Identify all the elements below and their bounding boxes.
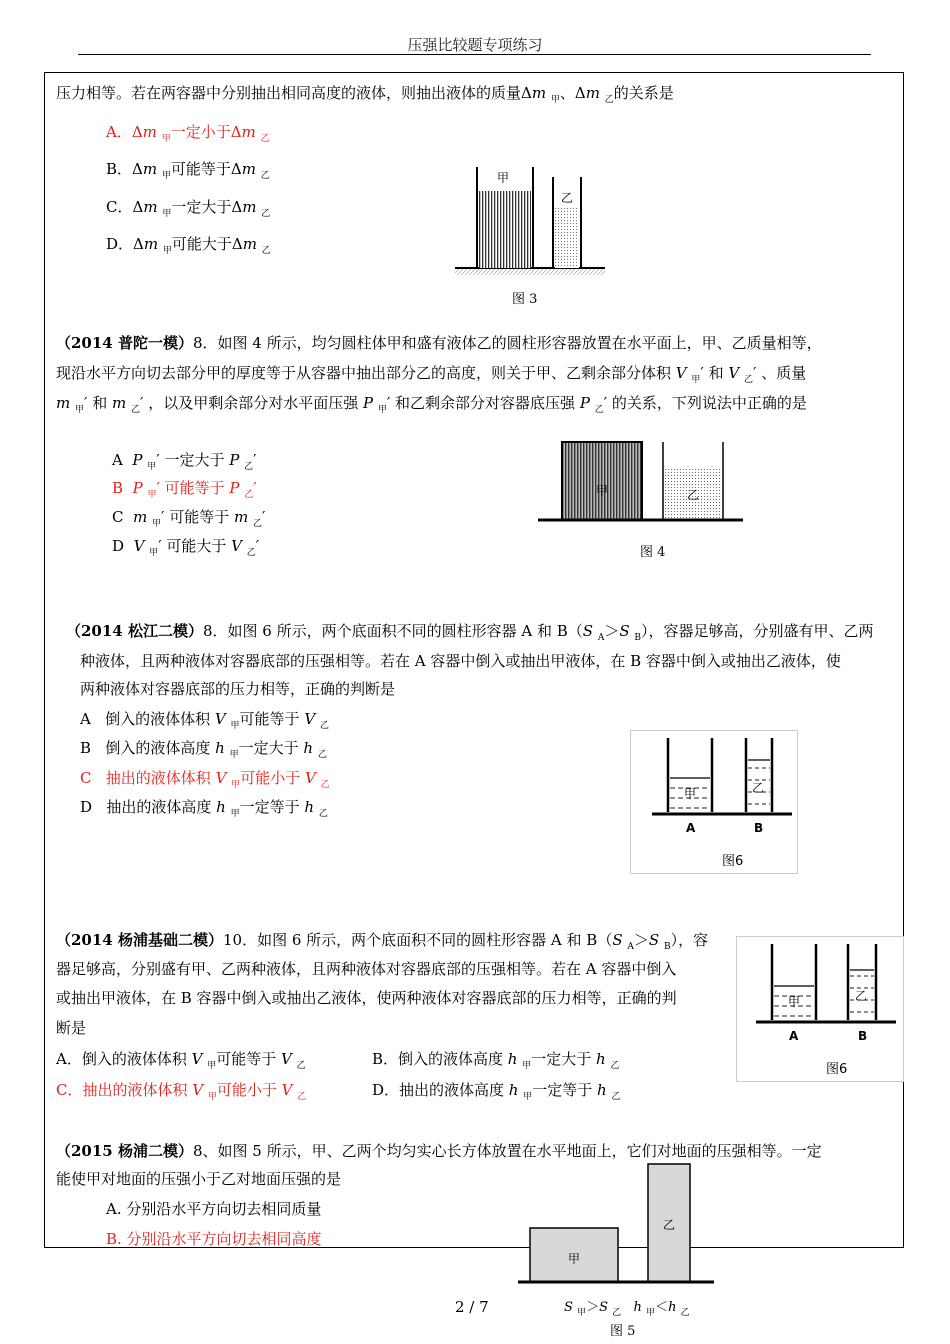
q2-stem-line2: 现沿水平方向切去部分甲的厚度等于从容器中抽出部分乙的高度，则关于甲、乙剩余部分体积 V $_甲$′ 和 V $_乙$′ 、质量 [56,364,807,385]
q4-fig-label-jia: 甲 [788,995,801,1009]
page-header-title: 压强比较题专项练习 [407,36,543,54]
q4-stem-line4: 断是 [56,1019,87,1037]
q2-option-d[interactable]: D V $_甲$′ 可能大于 V $_乙$′ [112,537,260,558]
figure-6-q3 [630,730,798,874]
q1-stem: 压力相等。若在两容器中分别抽出相同高度的液体，则抽出液体的质量Δm $_甲$、Δm $_乙$的关系是 [56,84,674,105]
q3-fig-label-jia: 甲 [684,787,697,801]
page-number: 2 / 7 [455,1298,489,1316]
q4-source: （2014 杨浦基础二模） [56,931,223,949]
q4-option-d[interactable]: D．抽出的液体高度 h $_甲$一定等于 h $_乙$ [372,1081,621,1102]
header-divider [78,54,871,55]
q1-option-c[interactable]: C．Δm $_甲$一定大于Δm $_乙$ [106,198,271,219]
q1-container-a-liquid [479,191,531,268]
q5-stem-line2: 能使甲对地面的压强小于乙对地面压强的是 [56,1170,342,1188]
q2-option-c[interactable]: C m $_甲$′ 可能等于 m $_乙$′ [112,508,266,529]
q5-option-b[interactable]: B. 分别沿水平方向切去相同高度 [106,1230,322,1248]
figure-5 [518,1160,714,1290]
q4-fig-label-b: B [858,1029,868,1043]
q4-option-b[interactable]: B．倒入的液体高度 h $_甲$一定大于 h $_乙$ [372,1050,620,1071]
q3-option-a[interactable]: A 倒入的液体体积 V $_甲$可能等于 V $_乙$ [80,710,329,731]
figure-3-caption: 图 3 [512,292,538,307]
figure-4 [538,438,743,530]
q4-stem-line2: 器足够高，分别盛有甲、乙两种液体，且两种液体对容器底部的压强相等。若在 A 容器中倒入 [56,960,677,978]
q3-option-d[interactable]: D 抽出的液体高度 h $_甲$一定等于 h $_乙$ [80,798,328,819]
q3-source: （2014 松江二模） [66,622,203,640]
q5-figure-relation: S $_甲$＞S $_乙$ h $_甲$＜h $_乙$ [564,1300,690,1318]
figure-5-caption: 图 5 [610,1324,636,1339]
q4-fig-label-yi: 乙 [855,989,868,1003]
q1-option-d[interactable]: D．Δm $_甲$可能大于Δm $_乙$ [106,235,271,256]
q3-option-c[interactable]: C 抽出的液体体积 V $_甲$可能小于 V $_乙$ [80,769,330,790]
q1-container-b-liquid [555,207,579,268]
figure-3 [455,165,605,280]
q1-option-b[interactable]: B．Δm $_甲$可能等于Δm $_乙$ [106,160,270,181]
q3-fig-label-yi: 乙 [752,781,765,795]
q2-source: （2014 普陀一模） [56,334,193,352]
q1-option-a[interactable]: A．Δm $_甲$一定小于Δm $_乙$ [106,123,270,144]
q3-fig-caption: 图6 [722,854,744,869]
q1-fig-label-yi: 乙 [561,191,574,205]
q5-stem-line1: （2015 杨浦二模）8、如图 5 所示，甲、乙两个均匀实心长方体放置在水平地面上，它们对地面的压强相等。一定 [56,1142,822,1160]
q2-stem-line1: （2014 普陀一模）8．如图 4 所示，均匀圆柱体甲和盛有液体乙的圆柱形容器放置在水平面上，甲、乙质量相等， [56,334,822,352]
q3-stem-line2: 种液体，且两种液体对容器底部的压强相等。若在 A 容器中倒入或抽出甲液体，在 B 容器中倒入或抽出乙液体，使 [80,652,841,670]
q3-fig-label-b: B [754,821,764,835]
q1-fig-label-jia: 甲 [497,171,510,185]
q4-option-a[interactable]: A．倒入的液体体积 V $_甲$可能等于 V $_乙$ [56,1050,306,1071]
q3-stem-line3: 两种液体对容器底部的压力相等，正确的判断是 [80,680,396,698]
q4-stem-line3: 或抽出甲液体，在 B 容器中倒入或抽出乙液体，使两种液体对容器底部的压力相等，正确的判 [56,989,677,1007]
q3-stem-line1: （2014 松江二模）8．如图 6 所示，两个底面积不同的圆柱形容器 A 和 B（S $_A$＞S $_B$），容器足够高，分别盛有甲、乙两 [66,622,874,643]
q2-option-b[interactable]: B P $_甲$′ 可能等于 P $_乙$′ [112,479,257,500]
q2-option-a[interactable]: A P $_甲$′ 一定大于 P $_乙$′ [112,451,257,472]
q5-fig-label-yi: 乙 [663,1218,676,1232]
q3-fig-label-a: A [686,821,696,835]
q4-option-c[interactable]: C．抽出的液体体积 V $_甲$可能小于 V $_乙$ [56,1081,307,1102]
q5-source: （2015 杨浦二模） [56,1142,193,1160]
figure-4-caption: 图 4 [640,545,666,560]
q4-fig-label-a: A [789,1029,799,1043]
figure-6-q4 [736,936,904,1082]
q4-stem-line1: （2014 杨浦基础二模）10．如图 6 所示，两个底面积不同的圆柱形容器 A 和 B（S $_A$＞S $_B$），容 [56,931,709,952]
q4-fig-caption: 图6 [826,1062,848,1077]
q5-fig-label-jia: 甲 [568,1252,581,1266]
q5-option-a[interactable]: A. 分别沿水平方向切去相同质量 [106,1200,322,1218]
q2-fig-label-jia: 甲 [596,484,609,498]
q3-option-b[interactable]: B 倒入的液体高度 h $_甲$一定大于 h $_乙$ [80,739,327,760]
q2-cylinder-jia [562,442,642,520]
q2-fig-label-yi: 乙 [687,488,700,502]
q2-stem-line3: m $_甲$′ 和 m $_乙$′ ，以及甲剩余部分对水平面压强 P $_甲$′ 和乙剩余部分对容器底压强 P $_乙$′ 的关系，下列说法中正确的是 [56,394,807,415]
